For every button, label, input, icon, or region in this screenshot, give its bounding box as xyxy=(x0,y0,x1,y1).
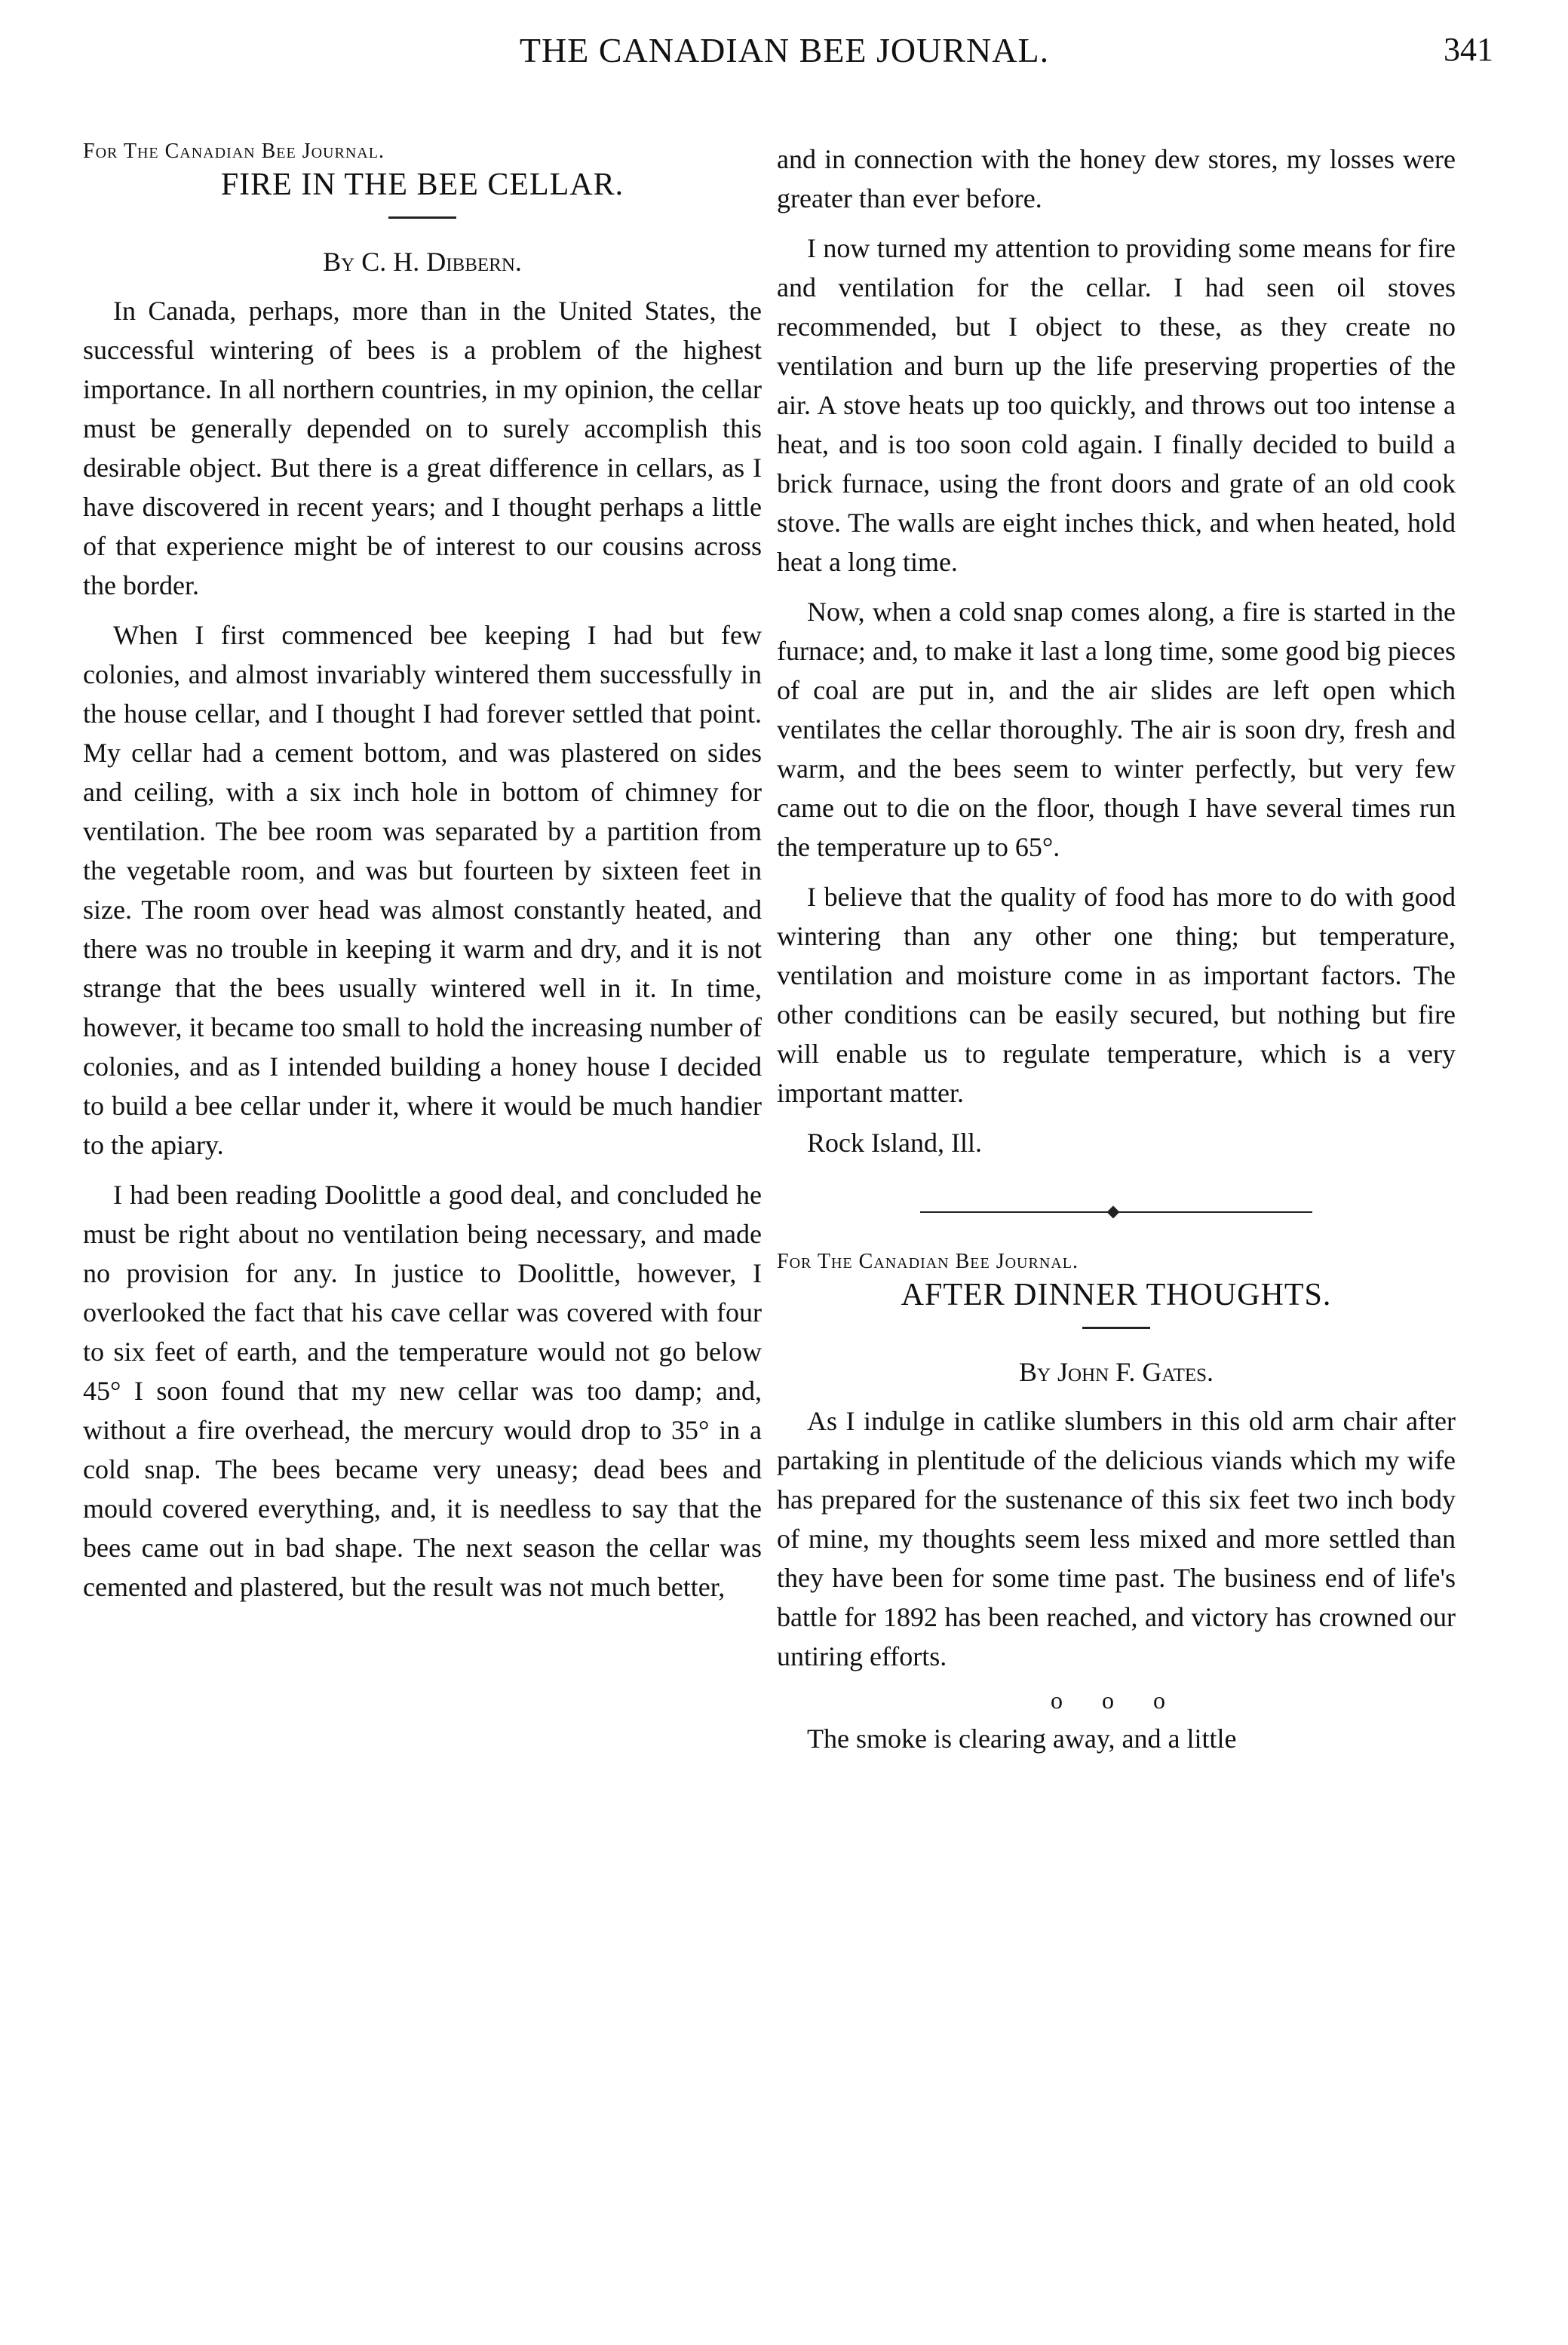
ornament-divider xyxy=(920,1208,1312,1217)
article1-continued-paragraph: Now, when a cold snap comes along, a fire is started in the furnace; and, to make it last a long time, some good big pieces of coal are put in, and the air slides are left open which ventilates the cellar thoroughly. The air is soon dry, fresh and warm, and the bees seem to winter perfectly, but very few came out to die on the floor, though I have several times run the temperature up to 65°. xyxy=(777,597,1456,862)
article1-continued-paragraph: I now turned my attention to providing some means for fire and ventilation for the cellar. I had seen oil stoves recommended, but I object to these, as they create no ventilation and burn up the life preserving properties of the air. A stove heats up too quickly, and throws out too intense a heat, and is too soon cold again. I finally decided to build a brick furnace, using the front doors and grate of an old cook stove. The walls are eight inches thick, and when heated, hold heat a long time. xyxy=(777,233,1456,577)
article1-continued-paragraph: and in connection with the honey dew stores, my losses were greater than ever before. xyxy=(777,144,1456,213)
article1-signoff: Rock Island, Ill. xyxy=(807,1128,982,1158)
article2-closing-paragraph: The smoke is clearing away, and a little xyxy=(807,1723,1237,1754)
article1-continued-paragraph: I believe that the quality of food has more to do with good wintering than any other one thing; but temperature, ventilation and moisture come in as important factors. The other conditions can be easily secured, but nothing but fire will enable us to regulate temperature, which is a very important matter. xyxy=(777,882,1456,1108)
article2-source: For The Canadian Bee Journal. xyxy=(777,1250,1079,1273)
article1-paragraph: When I first commenced bee keeping I had but few colonies, and almost invariably wintered them successfully in the house cellar, and I thought I had forever settled that point. My cellar had a cement bottom, and was plastered on sides and ceiling, with a six inch hole in bottom of chimney for ventilation. The bee room was separated by a partition from the vegetable room, and was but fourteen by sixteen feet in size. The room over head was almost constantly heated, and there was no trouble in keeping it warm and dry, and it is not strange that the bees usually wintered well in it. In time, however, it became too small to hold the increasing number of colonies, and as I intended building a honey house I decided to build a bee cellar under it, where it would be much handier to the apiary. xyxy=(83,620,762,1160)
left-column xyxy=(83,140,762,1617)
title-rule xyxy=(1082,1327,1150,1329)
article1-byline: By C. H. Dibbern. xyxy=(323,247,522,277)
title-rule xyxy=(388,216,456,219)
diamond-ornament-icon xyxy=(1107,1206,1120,1219)
right-column xyxy=(777,140,1456,1769)
article2-title: AFTER DINNER THOUGHTS. xyxy=(901,1278,1332,1312)
running-header xyxy=(75,30,1493,83)
article1-source: For The Canadian Bee Journal. xyxy=(83,140,385,163)
article1-title: FIRE IN THE BEE CELLAR. xyxy=(220,167,624,202)
article1-paragraph: I had been reading Doolittle a good deal, and concluded he must be right about no ventilation being necessary, and made no provision for any. In justice to Doolittle, however, I overlooked the fact that his cave cellar was covered with four to six feet of earth, and the temperature would not go below 45° I soon found that my new cellar was too damp; and, without a fire overhead, the mercury would drop to 35° in a cold snap. The bees became very uneasy; dead bees and mould covered everything, and, it is needless to say that the bees came out in bad shape. The next season the cellar was cemented and plastered, but the result was not much better, xyxy=(83,1180,762,1602)
article2-byline: By John F. Gates. xyxy=(1018,1357,1214,1387)
section-break: o o o xyxy=(1051,1687,1182,1714)
page-number: 341 xyxy=(1444,31,1493,68)
article2-paragraph: As I indulge in catlike slumbers in this old arm chair after partaking in plentitude of the delicious viands which my wife has prepared for the sustenance of this six feet two inch body of mine, my thoughts seem less mixed and more settled than they have been for some time past. The business end of life's battle for 1892 has been reached, and victory has crowned our untiring efforts. xyxy=(777,1406,1456,1671)
journal-title: THE CANADIAN BEE JOURNAL. xyxy=(519,31,1050,69)
article1-paragraph: In Canada, perhaps, more than in the United States, the successful wintering of bees is a problem of the highest importance. In all northern countries, in my opinion, the cellar must be generally depended on to surely accomplish this desirable object. But there is a great difference in cellars, as I have discovered in recent years; and I thought perhaps a little of that experience might be of interest to our cousins across the border. xyxy=(83,296,762,600)
